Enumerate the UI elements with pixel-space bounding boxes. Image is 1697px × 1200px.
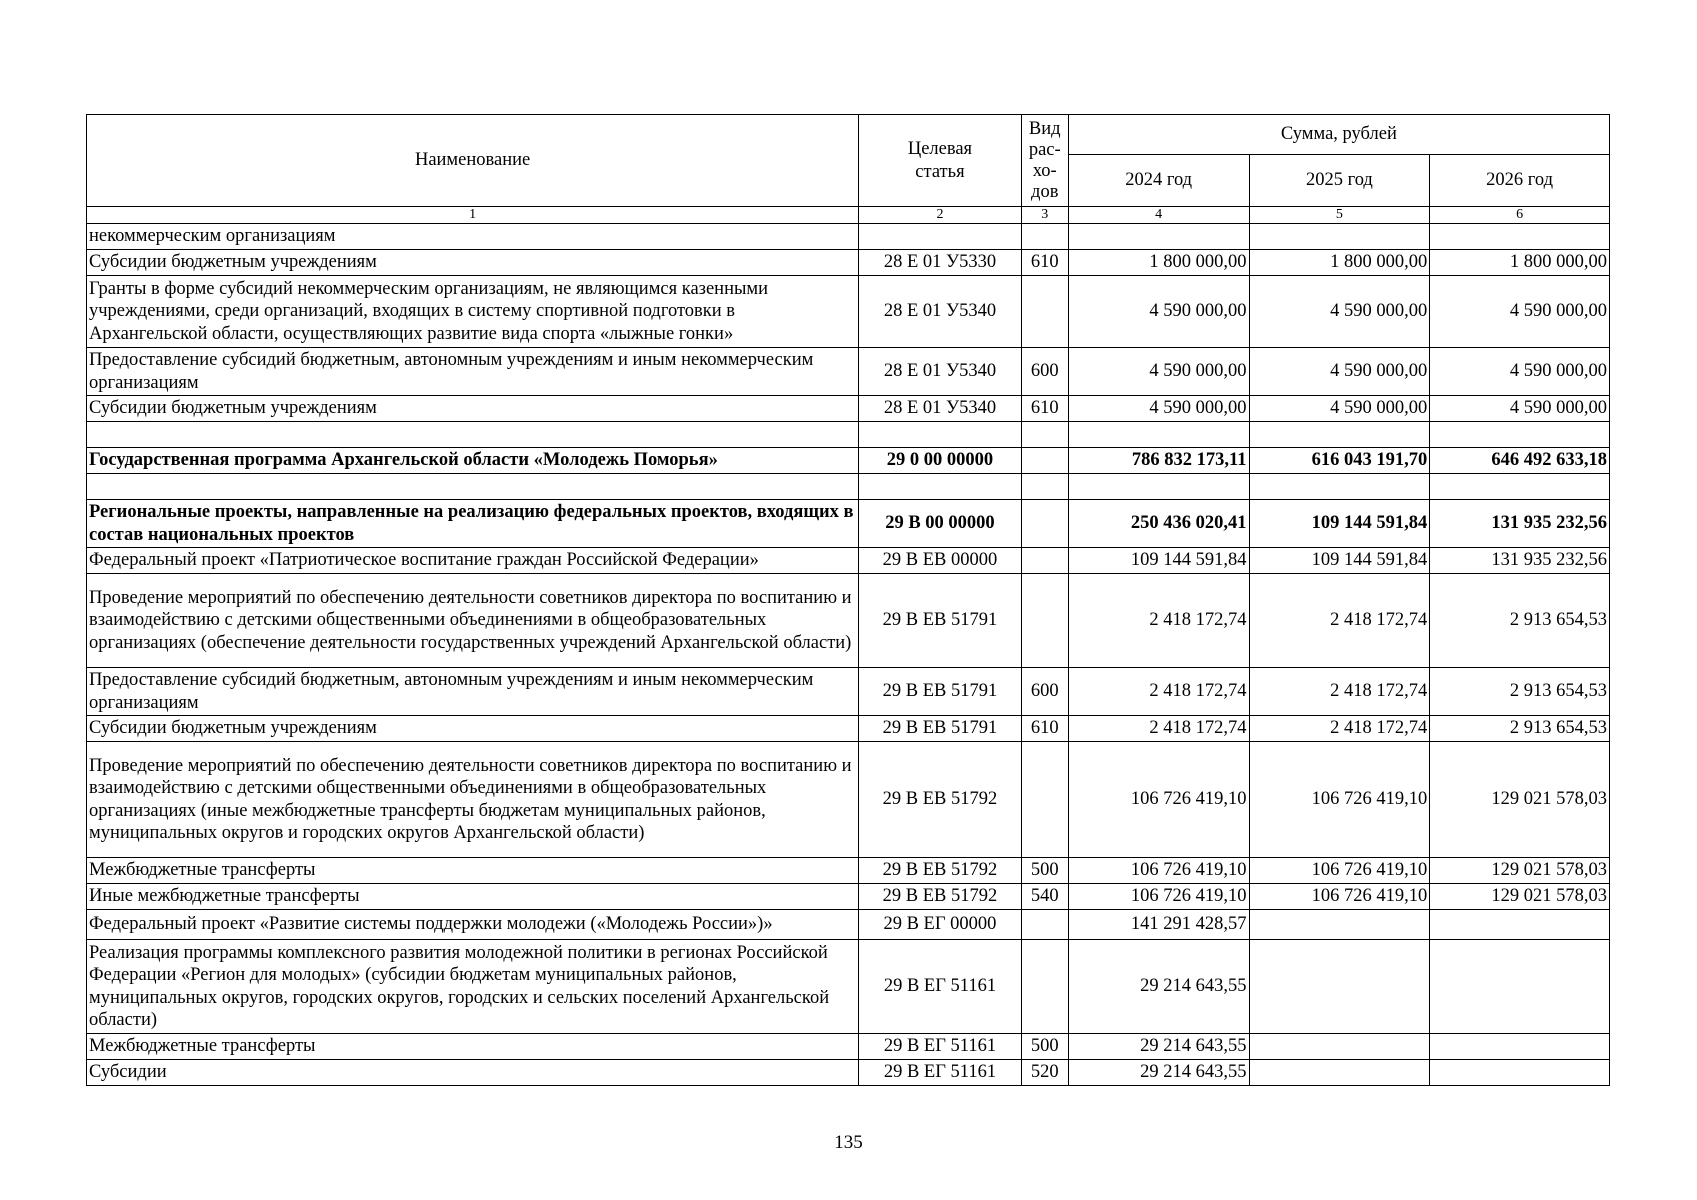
table-row-empty <box>87 474 1610 500</box>
row-type <box>1021 474 1068 500</box>
row-value-2026 <box>1430 940 1610 1034</box>
table-row <box>87 548 1610 574</box>
row-value-2024: 250 436 020,41 <box>1068 500 1249 548</box>
row-value-2024 <box>1068 422 1249 448</box>
row-name: Проведение мероприятий по обеспечению деятельности советников директора по воспитанию и взаимодействию с детскими общественными объединениями в общеобразовательных организациях (иные межбюджетные трансферты бюджетам муниципальных районов, муниципальных округов и городских округов Архангельской области) <box>87 742 859 858</box>
row-value-2025: 106 726 419,10 <box>1249 858 1430 884</box>
row-value-2024: 2 418 172,74 <box>1068 716 1249 742</box>
row-value-2026: 4 590 000,00 <box>1430 396 1610 422</box>
row-value-2026 <box>1430 422 1610 448</box>
row-code: 28 Е 01 У5340 <box>859 348 1022 396</box>
row-value-2025: 2 418 172,74 <box>1249 716 1430 742</box>
row-value-2025 <box>1249 1034 1430 1060</box>
header-target-article <box>859 115 1022 207</box>
row-code: 29 В ЕГ 51161 <box>859 1060 1022 1086</box>
row-type: 600 <box>1021 668 1068 716</box>
row-name: Субсидии бюджетным учреждениям <box>87 396 859 422</box>
table-row <box>87 250 1610 276</box>
row-name: Субсидии бюджетным учреждениям <box>87 250 859 276</box>
row-value-2024: 106 726 419,10 <box>1068 884 1249 910</box>
row-value-2026: 4 590 000,00 <box>1430 348 1610 396</box>
table-row <box>87 1060 1610 1086</box>
row-type <box>1021 276 1068 348</box>
row-type: 610 <box>1021 250 1068 276</box>
row-value-2026: 1 800 000,00 <box>1430 250 1610 276</box>
row-type: 500 <box>1021 858 1068 884</box>
row-value-2026: 129 021 578,03 <box>1430 742 1610 858</box>
row-type <box>1021 574 1068 668</box>
row-value-2026: 131 935 232,56 <box>1430 500 1610 548</box>
row-code: 29 В ЕВ 00000 <box>859 548 1022 574</box>
table-row <box>87 396 1610 422</box>
row-code: 29 В ЕВ 51792 <box>859 742 1022 858</box>
row-value-2026: 4 590 000,00 <box>1430 276 1610 348</box>
row-value-2025: 109 144 591,84 <box>1249 500 1430 548</box>
row-value-2026: 131 935 232,56 <box>1430 548 1610 574</box>
row-name: Иные межбюджетные трансферты <box>87 884 859 910</box>
row-value-2026: 646 492 633,18 <box>1430 448 1610 474</box>
header-name: Наименование <box>87 115 859 207</box>
header-sum: Сумма, рублей <box>1068 115 1609 155</box>
row-value-2024: 109 144 591,84 <box>1068 548 1249 574</box>
row-name: Субсидии бюджетным учреждениям <box>87 716 859 742</box>
table-row-section <box>87 500 1610 548</box>
row-type: 600 <box>1021 348 1068 396</box>
row-name: Федеральный проект «Развитие системы поддержки молодежи («Молодежь России»)» <box>87 910 859 940</box>
row-type <box>1021 910 1068 940</box>
row-code: 29 В ЕВ 51791 <box>859 716 1022 742</box>
row-type <box>1021 224 1068 250</box>
row-code: 29 В ЕГ 00000 <box>859 910 1022 940</box>
row-value-2025 <box>1249 940 1430 1034</box>
table-row <box>87 1034 1610 1060</box>
row-type: 540 <box>1021 884 1068 910</box>
row-value-2026 <box>1430 224 1610 250</box>
row-type <box>1021 940 1068 1034</box>
row-type <box>1021 422 1068 448</box>
row-name: Государственная программа Архангельской области «Молодежь Поморья» <box>87 448 859 474</box>
table-row <box>87 858 1610 884</box>
row-value-2024: 4 590 000,00 <box>1068 276 1249 348</box>
table-row <box>87 910 1610 940</box>
row-value-2026 <box>1430 1034 1610 1060</box>
row-code: 29 В ЕВ 51791 <box>859 668 1022 716</box>
row-value-2025 <box>1249 910 1430 940</box>
row-name: некоммерческим организациям <box>87 224 859 250</box>
row-code: 29 В 00 00000 <box>859 500 1022 548</box>
header-year-2024: 2024 год <box>1068 155 1249 207</box>
row-type: 520 <box>1021 1060 1068 1086</box>
row-value-2025: 106 726 419,10 <box>1249 884 1430 910</box>
table-row <box>87 940 1610 1034</box>
table-row <box>87 224 1610 250</box>
header-year-2026: 2026 год <box>1430 155 1610 207</box>
row-code: 29 В ЕВ 51791 <box>859 574 1022 668</box>
row-code: 29 В ЕГ 51161 <box>859 1034 1022 1060</box>
page-number: 135 <box>834 1132 863 1153</box>
row-value-2026: 2 913 654,53 <box>1430 716 1610 742</box>
header-target-line1: Целевая <box>907 139 973 159</box>
table-row <box>87 348 1610 396</box>
column-number: 1 <box>87 207 859 224</box>
row-value-2024: 29 214 643,55 <box>1068 940 1249 1034</box>
header-type-line1: Вид <box>1028 118 1061 139</box>
row-value-2024: 2 418 172,74 <box>1068 574 1249 668</box>
column-number: 2 <box>859 207 1022 224</box>
row-value-2024: 2 418 172,74 <box>1068 668 1249 716</box>
table-row <box>87 668 1610 716</box>
header-row-1 <box>87 115 1610 155</box>
row-name: Федеральный проект «Патриотическое воспитание граждан Российской Федерации» <box>87 548 859 574</box>
row-type: 610 <box>1021 716 1068 742</box>
row-value-2025 <box>1249 224 1430 250</box>
row-code: 29 В ЕВ 51792 <box>859 858 1022 884</box>
row-type <box>1021 548 1068 574</box>
budget-table <box>86 114 1610 1086</box>
row-value-2026: 2 913 654,53 <box>1430 668 1610 716</box>
row-name: Предоставление субсидий бюджетным, автономным учреждениям и иным некоммерческим организациям <box>87 348 859 396</box>
row-name: Предоставление субсидий бюджетным, автономным учреждениям и иным некоммерческим организациям <box>87 668 859 716</box>
column-numbers-row <box>87 207 1610 224</box>
row-value-2025: 2 418 172,74 <box>1249 574 1430 668</box>
row-value-2024: 106 726 419,10 <box>1068 858 1249 884</box>
row-value-2025 <box>1249 1060 1430 1086</box>
table-row-program <box>87 448 1610 474</box>
row-type <box>1021 500 1068 548</box>
row-code <box>859 422 1022 448</box>
header-type-line2: рас- <box>1028 139 1061 160</box>
row-value-2026: 129 021 578,03 <box>1430 884 1610 910</box>
header-target-line2: статья <box>915 161 965 182</box>
row-name: Региональные проекты, направленные на реализацию федеральных проектов, входящих в состав национальных проектов <box>87 500 859 548</box>
table-row <box>87 276 1610 348</box>
row-value-2025: 616 043 191,70 <box>1249 448 1430 474</box>
column-number: 6 <box>1430 207 1610 224</box>
row-value-2025: 4 590 000,00 <box>1249 396 1430 422</box>
row-value-2024 <box>1068 224 1249 250</box>
row-value-2024: 106 726 419,10 <box>1068 742 1249 858</box>
row-value-2025: 4 590 000,00 <box>1249 348 1430 396</box>
row-value-2024: 786 832 173,11 <box>1068 448 1249 474</box>
row-name: Субсидии <box>87 1060 859 1086</box>
row-name: Гранты в форме субсидий некоммерческим организациям, не являющимся казенными учреждениями, среди организаций, входящих в систему спортивной подготовки в Архангельской области, осуществляющих развитие вида спорта «лыжные гонки» <box>87 276 859 348</box>
table-row <box>87 716 1610 742</box>
row-code: 28 Е 01 У5340 <box>859 276 1022 348</box>
header-year-2025: 2025 год <box>1249 155 1430 207</box>
row-value-2026 <box>1430 1060 1610 1086</box>
row-value-2026: 2 913 654,53 <box>1430 574 1610 668</box>
row-name: Межбюджетные трансферты <box>87 858 859 884</box>
row-value-2025 <box>1249 422 1430 448</box>
column-number: 4 <box>1068 207 1249 224</box>
header-expense-type <box>1021 115 1068 207</box>
row-value-2024: 4 590 000,00 <box>1068 396 1249 422</box>
row-name <box>87 422 859 448</box>
row-value-2025: 4 590 000,00 <box>1249 276 1430 348</box>
row-value-2025 <box>1249 474 1430 500</box>
row-value-2025: 1 800 000,00 <box>1249 250 1430 276</box>
row-code <box>859 474 1022 500</box>
row-type <box>1021 448 1068 474</box>
row-value-2025: 106 726 419,10 <box>1249 742 1430 858</box>
row-value-2026 <box>1430 474 1610 500</box>
row-code: 28 Е 01 У5340 <box>859 396 1022 422</box>
row-value-2024: 29 214 643,55 <box>1068 1034 1249 1060</box>
row-code <box>859 224 1022 250</box>
row-value-2025: 109 144 591,84 <box>1249 548 1430 574</box>
row-type <box>1021 742 1068 858</box>
table-row <box>87 884 1610 910</box>
row-value-2024: 29 214 643,55 <box>1068 1060 1249 1086</box>
row-name <box>87 474 859 500</box>
column-number: 3 <box>1021 207 1068 224</box>
row-code: 28 Е 01 У5330 <box>859 250 1022 276</box>
row-value-2024: 4 590 000,00 <box>1068 348 1249 396</box>
table-row-empty <box>87 422 1610 448</box>
header-type-line4: дов <box>1031 181 1059 202</box>
row-name: Реализация программы комплексного развития молодежной политики в регионах Российской Федерации «Регион для молодых» (субсидии бюджетам муниципальных районов, муниципальных округов, городских округов, городских и сельских поселений Архангельской области) <box>87 940 859 1034</box>
column-number: 5 <box>1249 207 1430 224</box>
header-type-line3: хо- <box>1032 160 1057 181</box>
row-type: 610 <box>1021 396 1068 422</box>
row-value-2024: 1 800 000,00 <box>1068 250 1249 276</box>
row-value-2024: 141 291 428,57 <box>1068 910 1249 940</box>
row-name: Межбюджетные трансферты <box>87 1034 859 1060</box>
row-code: 29 В ЕВ 51792 <box>859 884 1022 910</box>
row-code: 29 В ЕГ 51161 <box>859 940 1022 1034</box>
row-value-2026: 129 021 578,03 <box>1430 858 1610 884</box>
row-name: Проведение мероприятий по обеспечению деятельности советников директора по воспитанию и взаимодействию с детскими общественными объединениями в общеобразовательных организациях (обеспечение деятельности государственных учреждений Архангельской области) <box>87 574 859 668</box>
table-row <box>87 574 1610 668</box>
row-value-2024 <box>1068 474 1249 500</box>
row-value-2025: 2 418 172,74 <box>1249 668 1430 716</box>
row-value-2026 <box>1430 910 1610 940</box>
row-code: 29 0 00 00000 <box>859 448 1022 474</box>
table-row <box>87 742 1610 858</box>
row-type: 500 <box>1021 1034 1068 1060</box>
